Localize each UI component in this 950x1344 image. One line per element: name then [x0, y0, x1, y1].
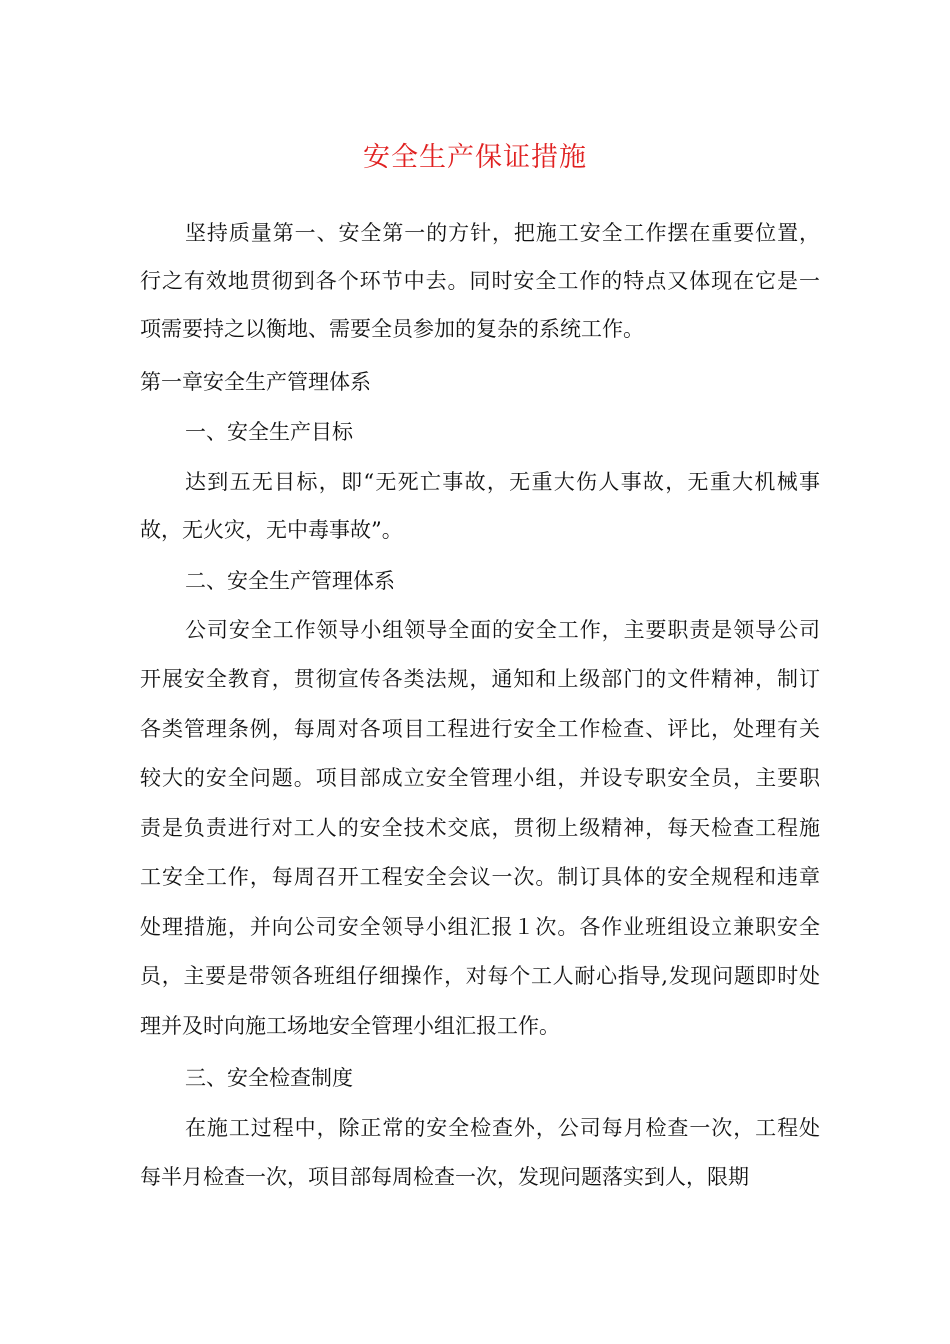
paragraph-line: 开展安全教育，贯彻宣传各类法规，通知和上级部门的文件精神，制订 [140, 667, 820, 691]
paragraph-line: 员，主要是带领各班组仔细操作，对每个工人耐心指导,发现问题即时处 [140, 964, 820, 988]
paragraph-line: 责是负责进行对工人的安全技术交底，贯彻上级精神，每天检查工程施 [140, 816, 820, 840]
paragraph-line: 在施工过程中，除正常的安全检查外，公司每月检查一次，工程处 [185, 1116, 820, 1140]
paragraph-line: 处理措施，并向公司安全领导小组汇报１次。各作业班组设立兼职安全 [140, 915, 820, 939]
paragraph-line: 理并及时向施工场地安全管理小组汇报工作。 [140, 1014, 560, 1038]
chapter-heading: 第一章安全生产管理体系 [140, 370, 371, 394]
paragraph-line: 公司安全工作领导小组领导全面的安全工作，主要职责是领导公司 [185, 618, 820, 642]
paragraph-line: 较大的安全问题。项目部成立安全管理小组，并设专职安全员，主要职 [140, 766, 820, 790]
document-title: 安全生产保证措施 [363, 142, 587, 173]
paragraph-line: 项需要持之以衡地、需要全员参加的复杂的系统工作。 [140, 317, 644, 341]
paragraph-line: 达到五无目标，即“无死亡事故，无重大伤人事故，无重大机械事 [185, 470, 820, 494]
paragraph-line: 坚持质量第一、安全第一的方针，把施工安全工作摆在重要位置， [185, 221, 820, 245]
paragraph-line: 故，无火灾，无中毒事故”。 [140, 518, 403, 542]
section-heading: 三、安全检查制度 [185, 1066, 353, 1090]
paragraph-line: 每半月检查一次，项目部每周检查一次，发现问题落实到人，限期 [140, 1165, 749, 1189]
section-heading: 一、安全生产目标 [185, 420, 353, 444]
paragraph-line: 工安全工作，每周召开工程安全会议一次。制订具体的安全规程和违章 [140, 865, 820, 889]
paragraph-line: 各类管理条例，每周对各项目工程进行安全工作检查、评比，处理有关 [140, 717, 820, 741]
paragraph-line: 行之有效地贯彻到各个环节中去。同时安全工作的特点又体现在它是一 [140, 269, 820, 293]
section-heading: 二、安全生产管理体系 [185, 569, 395, 593]
